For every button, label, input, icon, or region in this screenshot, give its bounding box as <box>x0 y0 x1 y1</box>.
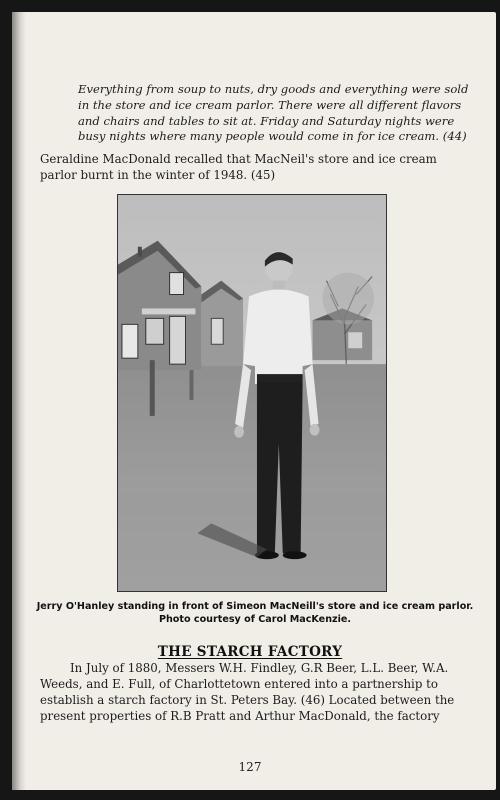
book-spine-shadow <box>12 12 26 790</box>
caption-line-1: Jerry O'Hanley standing in front of Simeon MacNeill's store and ice cream parlor. <box>36 601 474 612</box>
section-heading <box>0 644 500 660</box>
historical-photo <box>117 194 387 592</box>
section-heading-text: THE STARCH FACTORY <box>157 644 343 660</box>
paragraph-recollection: Geraldine MacDonald recalled that MacNeil's store and ice cream parlor burnt in the winter of 1948. (45) <box>40 152 437 182</box>
page-number: 127 <box>238 760 262 774</box>
caption-line-2: Photo courtesy of Carol MacKenzie. <box>158 614 352 625</box>
photograph-image-icon <box>118 195 386 591</box>
block-quote: Everything from soup to nuts, dry goods and everything were sold in the store and ice cream parlor. There were all different flavors and chairs and tables to sit at. Friday and Saturday nights were busy nights where many people would come in for ice cream. (44) <box>78 82 469 144</box>
photo-caption <box>30 600 480 626</box>
paragraph-starch-factory: In July of 1880, Messers W.H. Findley, G.R Beer, L.L. Beer, W.A. Weeds, and E. Full, of Charlottetown entered into a partnership to establish a starch factory in St. Peters Bay. (46) Located between the present properties of R.B Pratt and Arthur MacDonald, the factory <box>40 661 455 723</box>
